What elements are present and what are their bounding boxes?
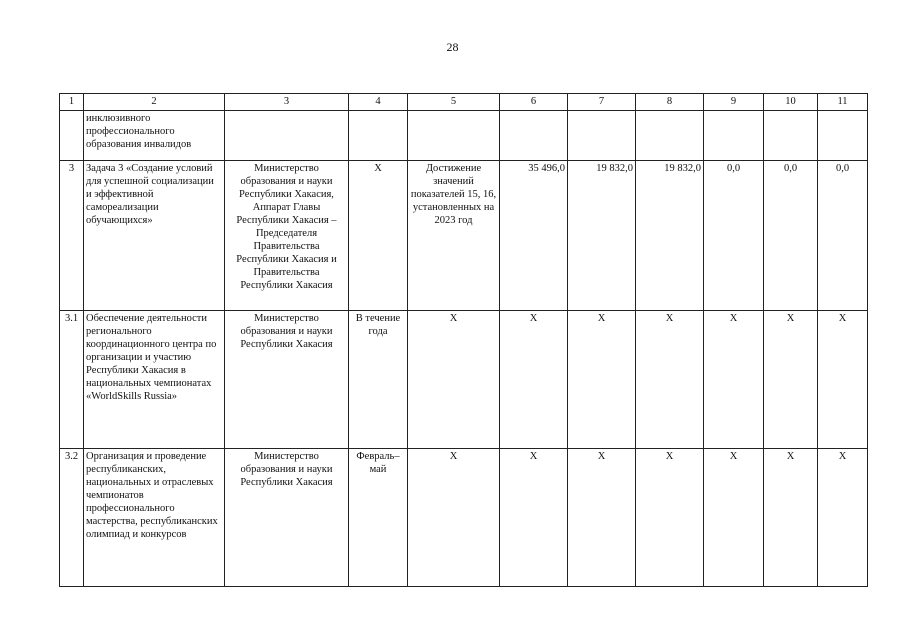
table-row (60, 111, 868, 161)
row-number-cell: 3.1 (60, 311, 84, 449)
column-header: 1 (60, 94, 84, 111)
row-value-cell: 19 832,0 (568, 161, 636, 311)
row-executor-cell (225, 111, 349, 161)
column-header: 11 (818, 94, 868, 111)
row-value-cell: Х (704, 449, 764, 587)
row-value-cell: Х (636, 311, 704, 449)
row-result-cell (408, 111, 500, 161)
column-header-row (60, 94, 868, 111)
row-value-cell: Х (500, 449, 568, 587)
row-result-cell: Достижение значений показателей 15, 16, установленных на 2023 год (408, 161, 500, 311)
row-executor-cell: Министерство образования и науки Республики Хакасия (225, 449, 349, 587)
page-number: 28 (446, 40, 459, 54)
column-header: 5 (408, 94, 500, 111)
program-table (59, 93, 868, 587)
row-value-cell (818, 111, 868, 161)
row-value-cell: Х (818, 449, 868, 587)
row-name-cell: инклюзивного профессионального образования инвалидов (84, 111, 225, 161)
row-value-cell: 0,0 (818, 161, 868, 311)
row-value-cell: 35 496,0 (500, 161, 568, 311)
column-header: 8 (636, 94, 704, 111)
row-result-cell: Х (408, 449, 500, 587)
row-value-cell: Х (500, 311, 568, 449)
row-value-cell: Х (818, 311, 868, 449)
row-term-cell: Х (349, 161, 408, 311)
row-number-cell (60, 111, 84, 161)
row-value-cell: Х (764, 311, 818, 449)
row-result-cell: Х (408, 311, 500, 449)
row-value-cell: Х (568, 449, 636, 587)
row-name-cell: Обеспечение деятельности регионального координационного центра по организации и участию Республики Хакасия в национальных чемпионатах «WorldSkills Russia» (84, 311, 225, 449)
row-value-cell: 0,0 (704, 161, 764, 311)
table-row (60, 449, 868, 587)
row-term-cell: В течение года (349, 311, 408, 449)
column-header: 6 (500, 94, 568, 111)
row-value-cell: Х (764, 449, 818, 587)
row-number-cell: 3.2 (60, 449, 84, 587)
column-header: 7 (568, 94, 636, 111)
row-executor-cell: Министерство образования и науки Республики Хакасия (225, 311, 349, 449)
row-executor-cell: Министерство образования и науки Республики Хакасия, Аппарат Главы Республики Хакасия – Председателя Правительства Республики Хакасия и Правительства Республики Хакасия (225, 161, 349, 311)
row-value-cell (764, 111, 818, 161)
column-header: 9 (704, 94, 764, 111)
column-header: 3 (225, 94, 349, 111)
row-value-cell: 19 832,0 (636, 161, 704, 311)
row-term-cell (349, 111, 408, 161)
row-term-cell: Февраль–май (349, 449, 408, 587)
column-header: 10 (764, 94, 818, 111)
row-name-cell: Организация и проведение республиканских, национальных и отраслевых чемпионатов профессионального мастерства, республиканских олимпиад и конкурсов (84, 449, 225, 587)
column-header: 4 (349, 94, 408, 111)
table-row (60, 311, 868, 449)
row-value-cell (500, 111, 568, 161)
row-name-cell: Задача 3 «Создание условий для успешной социализации и эффективной самореализации обучающихся» (84, 161, 225, 311)
row-value-cell (568, 111, 636, 161)
table-row (60, 161, 868, 311)
row-value-cell: 0,0 (764, 161, 818, 311)
row-value-cell (636, 111, 704, 161)
row-value-cell: Х (704, 311, 764, 449)
row-value-cell: Х (568, 311, 636, 449)
column-header: 2 (84, 94, 225, 111)
row-value-cell: Х (636, 449, 704, 587)
row-number-cell: 3 (60, 161, 84, 311)
row-value-cell (704, 111, 764, 161)
